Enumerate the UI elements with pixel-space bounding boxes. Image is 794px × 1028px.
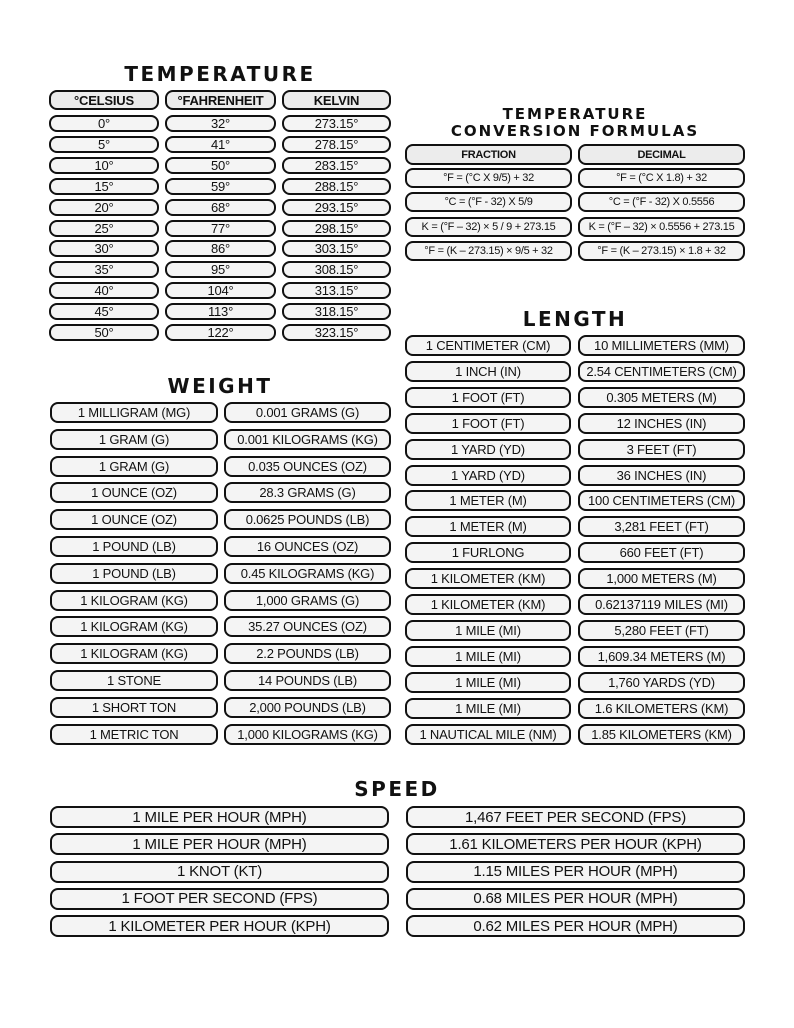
length-cell: 1 METER (M) [405,490,571,511]
weight-cell: 0.001 GRAMS (G) [224,402,391,423]
weight-cell: 1 STONE [50,670,218,691]
formulas-title-line1: TEMPERATURE [502,105,648,123]
length-cell: 1 YARD (YD) [405,439,571,460]
temperature-cell: 288.15° [282,178,391,195]
weight-cell: 14 POUNDS (LB) [224,670,391,691]
temperature-cell: 68° [165,199,276,216]
length-cell: 1 FOOT (FT) [405,413,571,434]
temperature-cell: 278.15° [282,136,391,153]
length-cell: 12 INCHES (IN) [578,413,745,434]
speed-cell: 1.15 MILES PER HOUR (MPH) [406,861,745,883]
length-cell: 1 MILE (MI) [405,672,571,693]
formula-cell: °F = (K – 273.15) × 1.8 + 32 [578,241,745,261]
formula-cell: K = (°F – 32) × 5 / 9 + 273.15 [405,217,572,237]
length-cell: 1 FOOT (FT) [405,387,571,408]
length-cell: 0.305 METERS (M) [578,387,745,408]
speed-cell: 0.68 MILES PER HOUR (MPH) [406,888,745,910]
weight-cell: 35.27 OUNCES (OZ) [224,616,391,637]
temperature-cell: 25° [49,220,159,237]
formula-cell: °F = (K – 273.15) × 9/5 + 32 [405,241,572,261]
formulas-title [405,106,745,140]
weight-cell: 1 KILOGRAM (KG) [50,590,218,611]
length-cell: 1 YARD (YD) [405,465,571,486]
temperature-cell: 35° [49,261,159,278]
length-cell: 1 KILOMETER (KM) [405,594,571,615]
formula-cell: °C = (°F - 32) X 5/9 [405,192,572,212]
temperature-cell: 32° [165,115,276,132]
weight-cell: 0.0625 POUNDS (LB) [224,509,391,530]
speed-cell: 1,467 FEET PER SECOND (FPS) [406,806,745,828]
speed-cell: 1 KILOMETER PER HOUR (KPH) [50,915,389,937]
length-cell: 1,609.34 METERS (M) [578,646,745,667]
length-cell: 1.85 KILOMETERS (KM) [578,724,745,745]
length-cell: 1 INCH (IN) [405,361,571,382]
weight-cell: 1 OUNCE (OZ) [50,482,218,503]
weight-cell: 1 GRAM (G) [50,456,218,477]
temperature-cell: 293.15° [282,199,391,216]
temperature-cell: 113° [165,303,276,320]
length-cell: 1 MILE (MI) [405,698,571,719]
weight-title: WEIGHT [167,374,273,398]
length-title: LENGTH [522,307,628,331]
length-cell: 1 FURLONG [405,542,571,563]
length-cell: 1 CENTIMETER (CM) [405,335,571,356]
temperature-cell: 104° [165,282,276,299]
weight-cell: 28.3 GRAMS (G) [224,482,391,503]
speed-cell: 1.61 KILOMETERS PER HOUR (KPH) [406,833,745,855]
speed-title: SPEED [354,777,440,801]
weight-cell: 2,000 POUNDS (LB) [224,697,391,718]
length-cell: 3 FEET (FT) [578,439,745,460]
length-cell: 100 CENTIMETERS (CM) [578,490,745,511]
temperature-cell: 308.15° [282,261,391,278]
temperature-cell: 318.15° [282,303,391,320]
weight-cell: 1 POUND (LB) [50,563,218,584]
length-cell: 1,000 METERS (M) [578,568,745,589]
weight-cell: 0.035 OUNCES (OZ) [224,456,391,477]
weight-cell: 1 OUNCE (OZ) [50,509,218,530]
length-cell: 1 NAUTICAL MILE (NM) [405,724,571,745]
length-cell: 1 METER (M) [405,516,571,537]
weight-cell: 1 POUND (LB) [50,536,218,557]
temperature-cell: 15° [49,178,159,195]
length-cell: 1 MILE (MI) [405,620,571,641]
temperature-cell: 77° [165,220,276,237]
temperature-title: TEMPERATURE [124,62,316,86]
temperature-cell: 40° [49,282,159,299]
temperature-cell: 59° [165,178,276,195]
temperature-header-celsius: °CELSIUS [49,90,159,110]
length-cell: 36 INCHES (IN) [578,465,745,486]
temperature-cell: 45° [49,303,159,320]
weight-cell: 0.001 KILOGRAMS (KG) [224,429,391,450]
temperature-cell: 20° [49,199,159,216]
temperature-cell: 5° [49,136,159,153]
weight-cell: 1 SHORT TON [50,697,218,718]
temperature-cell: 50° [165,157,276,174]
length-cell: 1.6 KILOMETERS (KM) [578,698,745,719]
temperature-cell: 10° [49,157,159,174]
length-cell: 2.54 CENTIMETERS (CM) [578,361,745,382]
weight-cell: 1,000 GRAMS (G) [224,590,391,611]
formula-cell: °C = (°F - 32) X 0.5556 [578,192,745,212]
temperature-cell: 313.15° [282,282,391,299]
weight-cell: 1 MILLIGRAM (MG) [50,402,218,423]
length-cell: 0.62137119 MILES (MI) [578,594,745,615]
temperature-cell: 273.15° [282,115,391,132]
temperature-header-kelvin: KELVIN [282,90,391,110]
temperature-cell: 323.15° [282,324,391,341]
temperature-cell: 41° [165,136,276,153]
formulas-header-fraction: FRACTION [405,144,572,165]
weight-cell: 0.45 KILOGRAMS (KG) [224,563,391,584]
formula-cell: K = (°F – 32) × 0.5556 + 273.15 [578,217,745,237]
formulas-header-decimal: DECIMAL [578,144,745,165]
weight-cell: 1 METRIC TON [50,724,218,745]
speed-cell: 1 MILE PER HOUR (MPH) [50,833,389,855]
speed-cell: 1 FOOT PER SECOND (FPS) [50,888,389,910]
weight-cell: 1,000 KILOGRAMS (KG) [224,724,391,745]
temperature-header-fahrenheit: °FAHRENHEIT [165,90,276,110]
formula-cell: °F = (°C X 9/5) + 32 [405,168,572,188]
speed-cell: 1 MILE PER HOUR (MPH) [50,806,389,828]
length-cell: 660 FEET (FT) [578,542,745,563]
temperature-cell: 0° [49,115,159,132]
weight-cell: 1 KILOGRAM (KG) [50,643,218,664]
length-cell: 1 KILOMETER (KM) [405,568,571,589]
speed-cell: 1 KNOT (KT) [50,861,389,883]
formulas-title-line2: CONVERSION FORMULAS [450,122,700,140]
temperature-cell: 95° [165,261,276,278]
length-cell: 5,280 FEET (FT) [578,620,745,641]
length-cell: 10 MILLIMETERS (MM) [578,335,745,356]
temperature-cell: 283.15° [282,157,391,174]
temperature-cell: 122° [165,324,276,341]
speed-cell: 0.62 MILES PER HOUR (MPH) [406,915,745,937]
temperature-cell: 303.15° [282,240,391,257]
length-cell: 1,760 YARDS (YD) [578,672,745,693]
temperature-cell: 298.15° [282,220,391,237]
weight-cell: 1 GRAM (G) [50,429,218,450]
length-cell: 1 MILE (MI) [405,646,571,667]
weight-cell: 2.2 POUNDS (LB) [224,643,391,664]
temperature-cell: 86° [165,240,276,257]
weight-cell: 16 OUNCES (OZ) [224,536,391,557]
temperature-cell: 50° [49,324,159,341]
weight-cell: 1 KILOGRAM (KG) [50,616,218,637]
temperature-cell: 30° [49,240,159,257]
length-cell: 3,281 FEET (FT) [578,516,745,537]
formula-cell: °F = (°C X 1.8) + 32 [578,168,745,188]
